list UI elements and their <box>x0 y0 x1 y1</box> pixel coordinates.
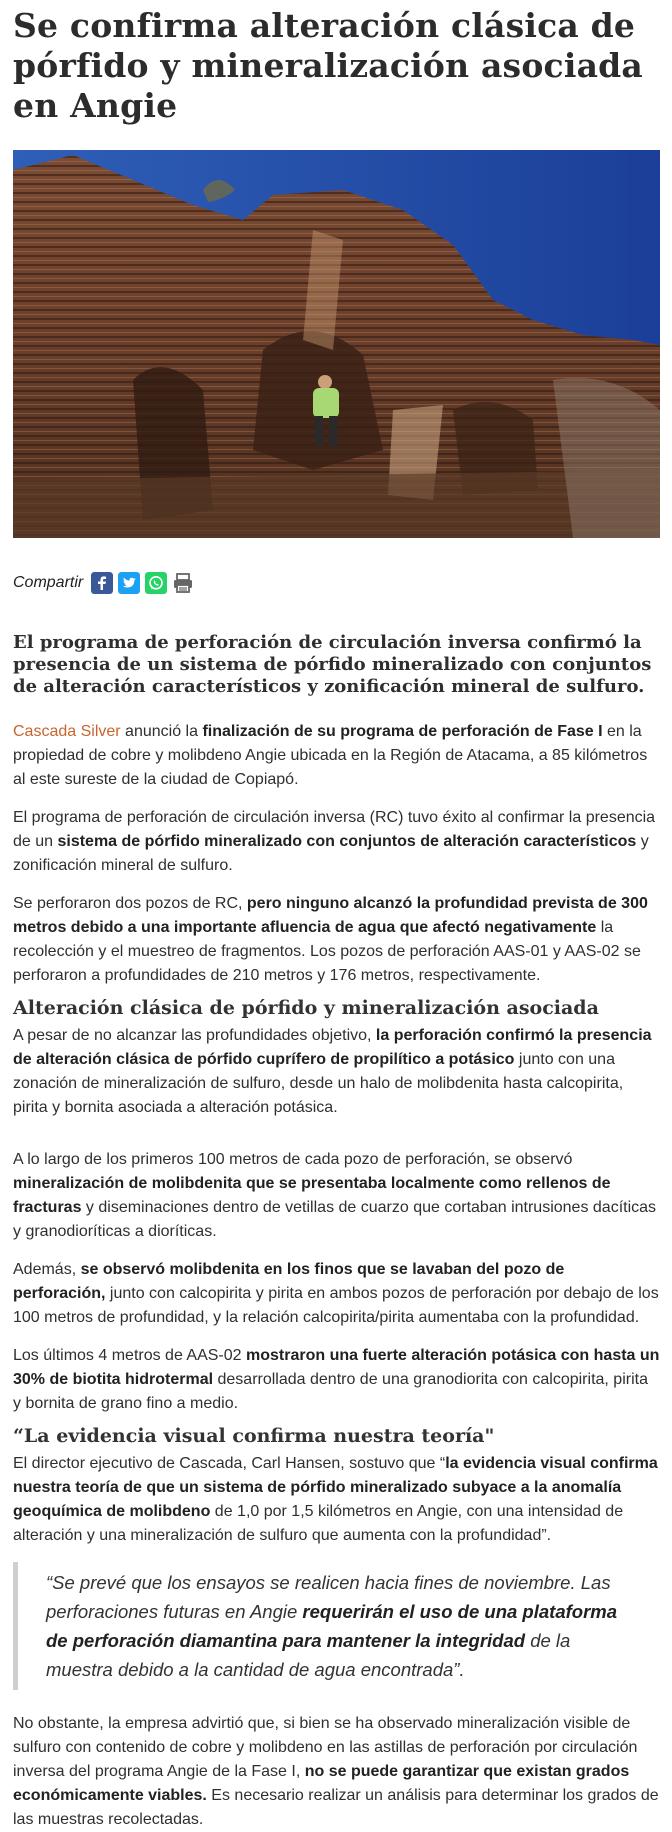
text: Es necesario realizar un análisis para determinar los grados de las muestras recolectadas. <box>13 1787 659 1828</box>
text: de 1,0 por 1,5 kilómetros en Angie, con una intensidad de alteración y una mineralización de sulfuro que aumenta con la profundidad”. <box>13 1503 624 1544</box>
bold-text: pero ninguno alcanzó la profundidad prevista de 300 metros debido a una importante afluencia de agua que afectó negativamente <box>13 895 648 936</box>
pull-quote <box>13 1562 660 1690</box>
text: Además, <box>13 1261 81 1278</box>
text: A pesar de no alcanzar las profundidades objetivo, <box>13 1027 376 1044</box>
paragraph-2 <box>13 806 660 878</box>
bold-text: se observó molibdenita en los finos que se lavaban del pozo de perforación, <box>13 1261 565 1302</box>
bold-text: mineralización de molibdenita que se presentaba localmente como rellenos de fracturas <box>13 1175 611 1216</box>
text: junto con calcopirita y pirita en ambos pozos de perforación por debajo de los 100 metros de profundidad, y la relación calcopirita/pirita aumentaba con la profundidad. <box>13 1285 659 1326</box>
bold-text: finalización de su programa de perforación de Fase I <box>202 723 603 740</box>
bold-text: mostraron una fuerte alteración potásica con hasta un 30% de biotita hidrotermal <box>13 1347 660 1388</box>
company-link[interactable]: Cascada Silver <box>13 723 121 740</box>
bold-text: la evidencia visual confirma nuestra teoría de que un sistema de pórfido mineralizado subyace a la anomalía geoquímica de molibdeno <box>13 1455 658 1520</box>
paragraph-7 <box>13 1344 660 1416</box>
text: desarrollada dentro de una granodiorita con calcopirita, pirita y bornita de grano fino a medio. <box>13 1371 648 1412</box>
facebook-icon[interactable] <box>91 572 113 594</box>
bold-text: la perforación confirmó la presencia de alteración clásica de pórfido cuprífero de propilítico a potásico <box>13 1027 652 1068</box>
text: y zonificación mineral de sulfuro. <box>13 833 649 874</box>
article-lead: El programa de perforación de circulación inversa confirmó la presencia de un sistema de pórfido mineralizado con conjuntos de alteración característicos y zonificación mineral de sulfuro. <box>13 632 652 697</box>
paragraph-6 <box>13 1258 660 1330</box>
text: No obstante, la empresa advirtió que, si bien se ha observado mineralización visible de sulfuro con contenido de cobre y molibdeno en las astillas de perforación por circulación inversa del programa Angie de la Fase I, <box>13 1715 638 1780</box>
quote-bold-text: requerirán el uso de una plataforma de perforación diamantina para mantener la integridad <box>46 1601 618 1651</box>
paragraph-1 <box>13 720 660 792</box>
text: Se perforaron dos pozos de RC, <box>13 895 247 912</box>
text: El programa de perforación de circulación inversa (RC) tuvo éxito al confirmar la presencia de un <box>13 809 656 850</box>
text: junto con una zonación de mineralización de sulfuro, desde un halo de molibdenita hasta calcopirita, pirita y bornita asociada a alteración potásica. <box>13 1051 624 1116</box>
printer-icon[interactable] <box>172 572 194 594</box>
bold-text: no se puede garantizar que existan grados económicamente viables. <box>13 1763 630 1804</box>
text: y diseminaciones dentro de vetillas de cuarzo que cortaban intrusiones dacíticas y granodioríticas a dioríticas. <box>13 1199 657 1240</box>
rock-outcrop-illustration <box>13 150 660 538</box>
paragraph-4 <box>13 1024 660 1120</box>
text: A lo largo de los primeros 100 metros de cada pozo de perforación, se observó <box>13 1151 573 1168</box>
article <box>0 6 672 1832</box>
article-title: Se confirma alteración clásica de pórfido y mineralización asociada en Angie <box>13 6 644 125</box>
section-heading-evidencia: “La evidencia visual confirma nuestra teoría" <box>13 1425 495 1447</box>
paragraph-9 <box>13 1712 660 1832</box>
quote-text: “Se prevé que los ensayos se realicen hacia fines de noviembre. Las perforaciones futuras en Angie <box>46 1572 611 1622</box>
section-heading-alteracion: Alteración clásica de pórfido y mineralización asociada <box>13 997 599 1019</box>
text: la recolección y el muestreo de fragmentos. Los pozos de perforación AAS-01 y AAS-02 se perforaron a profundidades de 210 metros y 176 metros, respectivamente. <box>13 919 641 984</box>
text: anunció la <box>120 723 203 740</box>
text: El director ejecutivo de Cascada, Carl Hansen, sostuvo que “ <box>13 1455 446 1472</box>
paragraph-8 <box>13 1452 660 1548</box>
bold-text: sistema de pórfido mineralizado con conjuntos de alteración característicos <box>57 833 637 850</box>
text: en la propiedad de cobre y molibdeno Angie ubicada en la Región de Atacama, a 85 kilómetros al este sureste de la ciudad de Copiapó. <box>13 723 648 788</box>
text: Los últimos 4 metros de AAS-02 <box>13 1347 246 1364</box>
whatsapp-icon[interactable] <box>145 572 167 594</box>
twitter-icon[interactable] <box>118 572 140 594</box>
share-bar <box>13 568 660 598</box>
paragraph-3 <box>13 892 660 988</box>
quote-text: de la muestra debido a la cantidad de agua encontrada”. <box>46 1630 571 1680</box>
paragraph-5 <box>13 1148 660 1244</box>
share-label: Compartir <box>13 574 84 591</box>
hero-photo-rock-outcrop <box>13 150 660 538</box>
